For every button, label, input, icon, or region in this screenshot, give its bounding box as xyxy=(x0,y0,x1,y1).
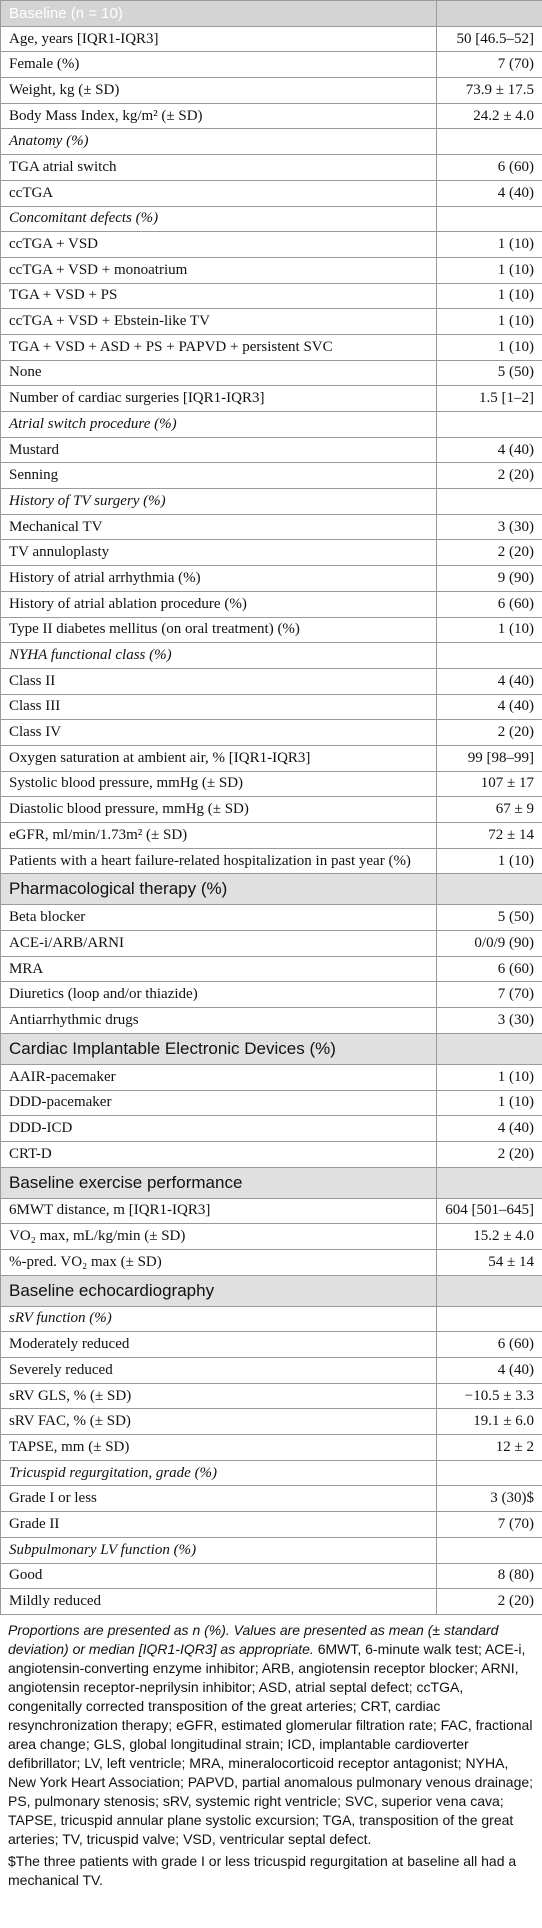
row-label: sRV FAC, % (± SD) xyxy=(1,1409,437,1435)
row-value: 0/0/9 (90) xyxy=(437,931,542,957)
table-row xyxy=(1,668,542,694)
row-label: Systolic blood pressure, mmHg (± SD) xyxy=(1,771,437,797)
table-row xyxy=(1,1383,542,1409)
abbreviations-note xyxy=(8,1621,534,1849)
table-row xyxy=(1,1064,542,1090)
row-value: 1 (10) xyxy=(437,848,542,874)
row-label: TGA atrial switch xyxy=(1,155,437,181)
row-label: History of TV surgery (%) xyxy=(1,489,437,515)
row-label: Beta blocker xyxy=(1,905,437,931)
row-label: Atrial switch procedure (%) xyxy=(1,412,437,438)
table-row xyxy=(1,334,542,360)
row-label: Pharmacological therapy (%) xyxy=(1,874,437,905)
row-label: Number of cardiac surgeries [IQR1-IQR3] xyxy=(1,386,437,412)
row-value: 1 (10) xyxy=(437,1064,542,1090)
table-row xyxy=(1,745,542,771)
table-row xyxy=(1,1486,542,1512)
table-row xyxy=(1,1435,542,1461)
row-value: 73.9 ± 17.5 xyxy=(437,78,542,104)
subheader-row xyxy=(1,643,542,669)
subheader-row xyxy=(1,412,542,438)
row-label: sRV function (%) xyxy=(1,1306,437,1332)
table-row xyxy=(1,1512,542,1538)
row-value xyxy=(437,1167,542,1198)
subheader-row xyxy=(1,206,542,232)
row-value: 5 (50) xyxy=(437,360,542,386)
row-label: AAIR-pacemaker xyxy=(1,1064,437,1090)
row-label: Concomitant defects (%) xyxy=(1,206,437,232)
row-value: 1 (10) xyxy=(437,283,542,309)
row-value: 6 (60) xyxy=(437,591,542,617)
row-label: Grade II xyxy=(1,1512,437,1538)
row-label: TGA + VSD + ASD + PS + PAPVD + persistent SVC xyxy=(1,334,437,360)
row-label: Class IV xyxy=(1,720,437,746)
row-label: VO₂ max, mL/kg/min (± SD) xyxy=(1,1224,437,1250)
table-row xyxy=(1,514,542,540)
row-label: ACE-i/ARB/ARNI xyxy=(1,931,437,957)
row-value: 50 [46.5–52] xyxy=(437,26,542,52)
table-row xyxy=(1,1358,542,1384)
row-value: 1 (10) xyxy=(437,334,542,360)
row-label: Antiarrhythmic drugs xyxy=(1,1008,437,1034)
row-value: 7 (70) xyxy=(437,1512,542,1538)
row-label: Subpulmonary LV function (%) xyxy=(1,1537,437,1563)
row-value xyxy=(437,1537,542,1563)
row-value: 72 ± 14 xyxy=(437,823,542,849)
row-label: Anatomy (%) xyxy=(1,129,437,155)
table-body xyxy=(1,1,542,1615)
table-row xyxy=(1,1589,542,1615)
row-value: 4 (40) xyxy=(437,1116,542,1142)
row-value xyxy=(437,129,542,155)
table-row xyxy=(1,1008,542,1034)
row-value: 5 (50) xyxy=(437,905,542,931)
row-value: 4 (40) xyxy=(437,1358,542,1384)
table-row xyxy=(1,78,542,104)
row-label: Body Mass Index, kg/m² (± SD) xyxy=(1,103,437,129)
row-value xyxy=(437,1033,542,1064)
row-value: 24.2 ± 4.0 xyxy=(437,103,542,129)
row-label: None xyxy=(1,360,437,386)
table-row xyxy=(1,180,542,206)
row-value: 4 (40) xyxy=(437,668,542,694)
row-value xyxy=(437,1460,542,1486)
table-row xyxy=(1,463,542,489)
row-label: Senning xyxy=(1,463,437,489)
row-label: DDD-ICD xyxy=(1,1116,437,1142)
row-value: 6 (60) xyxy=(437,155,542,181)
table-notes xyxy=(0,1615,542,1890)
row-value: 2 (20) xyxy=(437,463,542,489)
table-row xyxy=(1,1141,542,1167)
row-value: 9 (90) xyxy=(437,566,542,592)
table-row xyxy=(1,1224,542,1250)
row-value: 1 (10) xyxy=(437,232,542,258)
table-row xyxy=(1,360,542,386)
row-value: 4 (40) xyxy=(437,437,542,463)
row-value: 2 (20) xyxy=(437,1141,542,1167)
table-row xyxy=(1,1116,542,1142)
row-value xyxy=(437,412,542,438)
table-row xyxy=(1,591,542,617)
row-value xyxy=(437,643,542,669)
table-row xyxy=(1,437,542,463)
table-row xyxy=(1,1409,542,1435)
row-value: 3 (30) xyxy=(437,514,542,540)
table-row xyxy=(1,617,542,643)
table-row xyxy=(1,982,542,1008)
row-value: 3 (30)$ xyxy=(437,1486,542,1512)
section-header-row xyxy=(1,874,542,905)
table-row xyxy=(1,1563,542,1589)
table-row xyxy=(1,566,542,592)
row-label: TGA + VSD + PS xyxy=(1,283,437,309)
row-label: History of atrial arrhythmia (%) xyxy=(1,566,437,592)
row-value xyxy=(437,874,542,905)
table-row xyxy=(1,103,542,129)
row-label: Class III xyxy=(1,694,437,720)
row-label: Mechanical TV xyxy=(1,514,437,540)
row-value: 3 (30) xyxy=(437,1008,542,1034)
table-row xyxy=(1,257,542,283)
row-label: Baseline (n = 10) xyxy=(1,1,437,27)
row-value: 67 ± 9 xyxy=(437,797,542,823)
table-row xyxy=(1,931,542,957)
section-header-row xyxy=(1,1167,542,1198)
row-value: −10.5 ± 3.3 xyxy=(437,1383,542,1409)
row-value: 1 (10) xyxy=(437,617,542,643)
table-row xyxy=(1,771,542,797)
row-value: 4 (40) xyxy=(437,694,542,720)
row-label: TV annuloplasty xyxy=(1,540,437,566)
abbreviation-list: 6MWT, 6-minute walk test; ACE-i, angiotensin-converting enzyme inhibitor; ARB, angiotensin receptor blocker; ARNI, angiotensin receptor-neprilysin inhibitor; ASD, atrial septal defect; ccTGA, congenitally corrected transposition of the great arteries; CRT, cardiac resynchronization therapy; eGFR, estimated glomerular filtration rate; FAC, fractional area change; GLS, global longitudinal strain; ICD, implantable cardioverter defibrillator; LV, left ventricle; MRA, mineralocorticoid receptor antagonist; NYHA, New York Heart Association; PAPVD, partial anomalous pulmonary venous drainage; PS, pulmonary stenosis; sRV, systemic right ventricle; SVC, superior vena cava; TAPSE, tricuspid annular plane systolic excursion; TGA, transposition of the great arteries; TV, tricuspid valve; VSD, ventricular septal defect. xyxy=(8,1640,534,1847)
row-label: CRT-D xyxy=(1,1141,437,1167)
row-value: 15.2 ± 4.0 xyxy=(437,1224,542,1250)
row-label: Grade I or less xyxy=(1,1486,437,1512)
table-row xyxy=(1,797,542,823)
row-label: Severely reduced xyxy=(1,1358,437,1384)
table-row xyxy=(1,283,542,309)
subheader-row xyxy=(1,129,542,155)
row-value: 2 (20) xyxy=(437,1589,542,1615)
row-value: 1 (10) xyxy=(437,309,542,335)
table-row xyxy=(1,848,542,874)
row-label: ccTGA + VSD + monoatrium xyxy=(1,257,437,283)
row-label: DDD-pacemaker xyxy=(1,1090,437,1116)
row-label: Good xyxy=(1,1563,437,1589)
row-label: sRV GLS, % (± SD) xyxy=(1,1383,437,1409)
row-value: 7 (70) xyxy=(437,52,542,78)
row-label: ccTGA + VSD + Ebstein-like TV xyxy=(1,309,437,335)
table-row xyxy=(1,694,542,720)
table-row xyxy=(1,1332,542,1358)
row-value xyxy=(437,1306,542,1332)
row-value: 12 ± 2 xyxy=(437,1435,542,1461)
row-label: Mildly reduced xyxy=(1,1589,437,1615)
row-label: Weight, kg (± SD) xyxy=(1,78,437,104)
row-label: Class II xyxy=(1,668,437,694)
table-row xyxy=(1,309,542,335)
row-label: History of atrial ablation procedure (%) xyxy=(1,591,437,617)
table-row xyxy=(1,386,542,412)
table-row xyxy=(1,956,542,982)
subheader-row xyxy=(1,1460,542,1486)
row-value: 99 [98–99] xyxy=(437,745,542,771)
table-row xyxy=(1,155,542,181)
table-row xyxy=(1,905,542,931)
table-row xyxy=(1,720,542,746)
row-label: Diuretics (loop and/or thiazide) xyxy=(1,982,437,1008)
table-row xyxy=(1,1090,542,1116)
subheader-row xyxy=(1,1537,542,1563)
table-row xyxy=(1,1198,542,1224)
row-value: 6 (60) xyxy=(437,956,542,982)
row-label: Moderately reduced xyxy=(1,1332,437,1358)
row-value: 7 (70) xyxy=(437,982,542,1008)
table-row xyxy=(1,232,542,258)
row-value: 1 (10) xyxy=(437,1090,542,1116)
subheader-row xyxy=(1,1306,542,1332)
row-label: Cardiac Implantable Electronic Devices (%) xyxy=(1,1033,437,1064)
row-value: 4 (40) xyxy=(437,180,542,206)
row-value: 107 ± 17 xyxy=(437,771,542,797)
row-label: Patients with a heart failure-related hospitalization in past year (%) xyxy=(1,848,437,874)
footnote-dollar: $The three patients with grade I or less tricuspid regurgitation at baseline all had a mechanical TV. xyxy=(8,1852,517,1888)
row-label: Oxygen saturation at ambient air, % [IQR1-IQR3] xyxy=(1,745,437,771)
table-row xyxy=(1,823,542,849)
proportions-note: Proportions are presented as n (%). Values are presented as mean (± standard deviation) or median [IQR1-IQR3] as appropriate. xyxy=(8,1621,499,1657)
row-label: Tricuspid regurgitation, grade (%) xyxy=(1,1460,437,1486)
table-row xyxy=(1,1249,542,1275)
row-label: Baseline echocardiography xyxy=(1,1275,437,1306)
table-row xyxy=(1,540,542,566)
table-header-row xyxy=(1,1,542,27)
row-label: Age, years [IQR1-IQR3] xyxy=(1,26,437,52)
table-row xyxy=(1,26,542,52)
row-value xyxy=(437,1275,542,1306)
row-label: %-pred. VO₂ max (± SD) xyxy=(1,1249,437,1275)
row-value: 1 (10) xyxy=(437,257,542,283)
row-label: Mustard xyxy=(1,437,437,463)
row-value: 604 [501–645] xyxy=(437,1198,542,1224)
row-label: ccTGA + VSD xyxy=(1,232,437,258)
row-value: 2 (20) xyxy=(437,540,542,566)
row-label: ccTGA xyxy=(1,180,437,206)
row-value: 8 (80) xyxy=(437,1563,542,1589)
row-value: 6 (60) xyxy=(437,1332,542,1358)
row-label: Diastolic blood pressure, mmHg (± SD) xyxy=(1,797,437,823)
row-value xyxy=(437,1,542,27)
row-value: 19.1 ± 6.0 xyxy=(437,1409,542,1435)
row-label: eGFR, ml/min/1.73m² (± SD) xyxy=(1,823,437,849)
row-label: Female (%) xyxy=(1,52,437,78)
row-value: 54 ± 14 xyxy=(437,1249,542,1275)
row-label: Type II diabetes mellitus (on oral treatment) (%) xyxy=(1,617,437,643)
row-value: 2 (20) xyxy=(437,720,542,746)
row-value xyxy=(437,489,542,515)
row-label: Baseline exercise performance xyxy=(1,1167,437,1198)
section-header-row xyxy=(1,1275,542,1306)
row-label: TAPSE, mm (± SD) xyxy=(1,1435,437,1461)
subheader-row xyxy=(1,489,542,515)
row-label: MRA xyxy=(1,956,437,982)
row-label: NYHA functional class (%) xyxy=(1,643,437,669)
section-header-row xyxy=(1,1033,542,1064)
table-row xyxy=(1,52,542,78)
row-value xyxy=(437,206,542,232)
row-label: 6MWT distance, m [IQR1-IQR3] xyxy=(1,1198,437,1224)
row-value: 1.5 [1–2] xyxy=(437,386,542,412)
